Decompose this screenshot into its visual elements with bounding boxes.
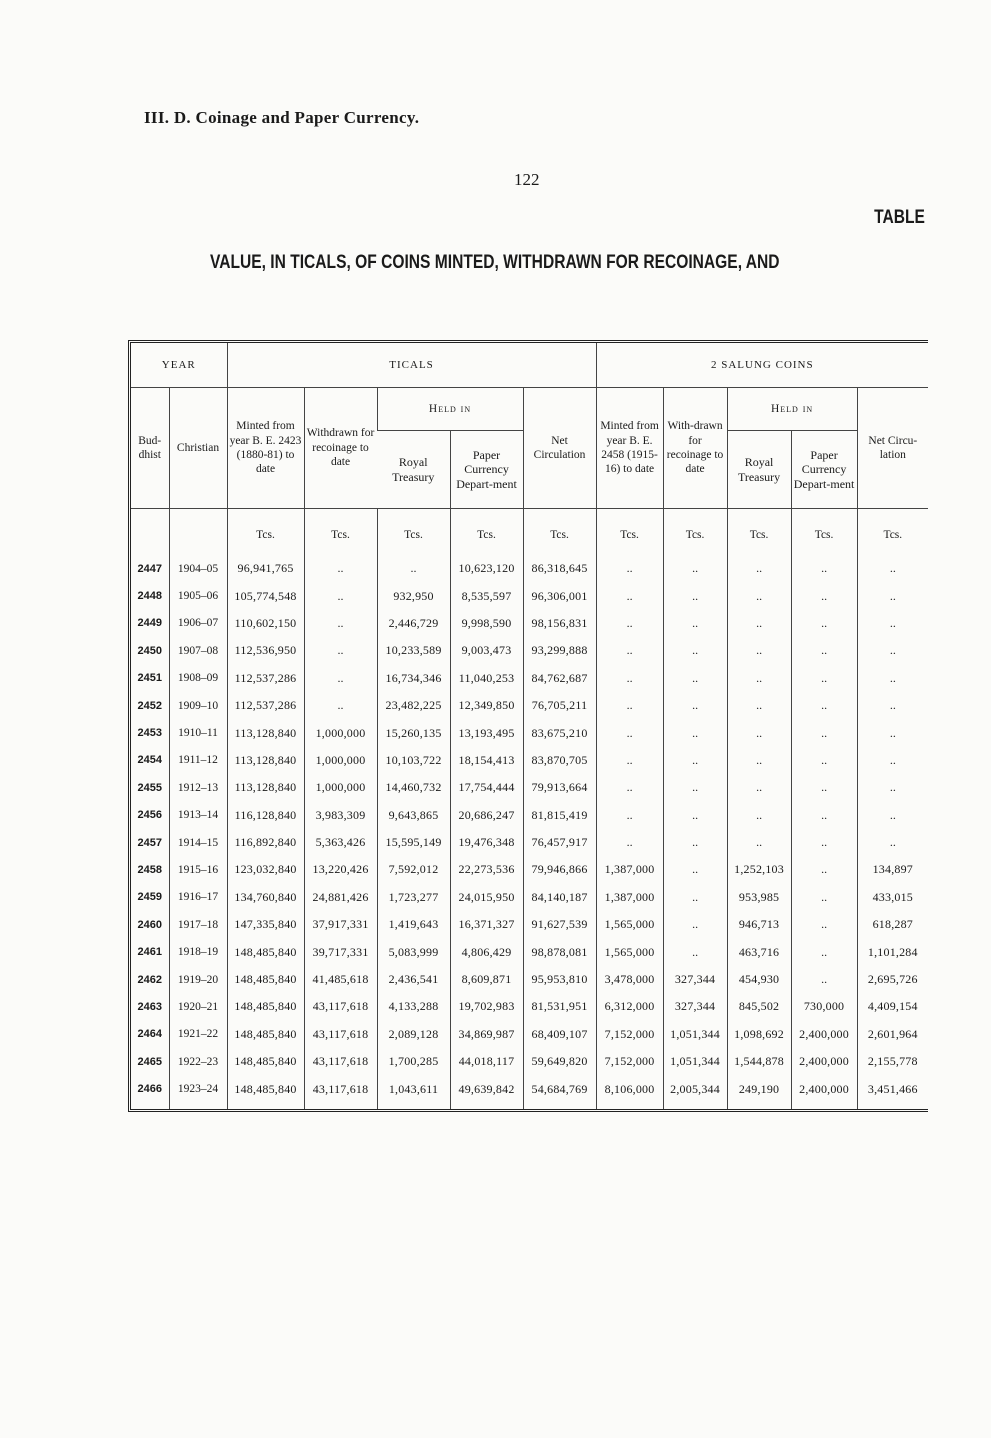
unit-label: Tcs. xyxy=(450,509,523,556)
cell-value: .. xyxy=(663,637,727,664)
cell-value: .. xyxy=(596,747,663,774)
cell-buddhist-year: 2464 xyxy=(137,1028,162,1041)
header-salung-minted: Minted from year B. E. 2458 (1915-16) to date xyxy=(596,388,663,509)
cell-christian-year: 1906–07 xyxy=(169,610,227,637)
cell-value: 113,128,840 xyxy=(227,747,304,774)
cell-value: 7,152,000 xyxy=(596,1021,663,1048)
cell-value: .. xyxy=(377,555,450,582)
cell-value: 1,098,692 xyxy=(727,1021,791,1048)
unit-label: Tcs. xyxy=(227,509,304,556)
cell-value: 4,409,154 xyxy=(857,993,928,1020)
unit-label: Tcs. xyxy=(377,509,450,556)
table-row xyxy=(131,555,928,582)
cell-value: 96,941,765 xyxy=(227,555,304,582)
cell-value: .. xyxy=(791,637,857,664)
cell-value: 1,700,285 xyxy=(377,1048,450,1075)
table-row xyxy=(131,993,928,1020)
cell-value: 116,128,840 xyxy=(227,802,304,829)
cell-value: 13,220,426 xyxy=(304,856,377,883)
cell-value: .. xyxy=(596,829,663,856)
cell-value: .. xyxy=(304,555,377,582)
cell-value: .. xyxy=(596,719,663,746)
cell-value: 34,869,987 xyxy=(450,1021,523,1048)
section-title: III. D. Coinage and Paper Currency. xyxy=(144,108,420,127)
cell-value: 2,695,726 xyxy=(857,966,928,993)
cell-value: .. xyxy=(304,637,377,664)
cell-value: 49,639,842 xyxy=(450,1075,523,1108)
header-christian: Christian xyxy=(169,388,227,509)
cell-value: 14,460,732 xyxy=(377,774,450,801)
table-row xyxy=(131,829,928,856)
cell-value: 83,870,705 xyxy=(523,747,596,774)
cell-buddhist-year: 2447 xyxy=(137,562,162,575)
cell-value: .. xyxy=(727,829,791,856)
table-row xyxy=(131,582,928,609)
cell-value: 618,287 xyxy=(857,911,928,938)
unit-label: Tcs. xyxy=(596,509,663,556)
cell-value: 4,806,429 xyxy=(450,938,523,965)
cell-buddhist-year: 2452 xyxy=(137,699,162,712)
cell-christian-year: 1907–08 xyxy=(169,637,227,664)
cell-value: 2,601,964 xyxy=(857,1021,928,1048)
cell-value: 113,128,840 xyxy=(227,719,304,746)
cell-value: 20,686,247 xyxy=(450,802,523,829)
header-ticals-royal: Royal Treasury xyxy=(377,431,450,509)
cell-value: 17,754,444 xyxy=(450,774,523,801)
cell-value: 84,762,687 xyxy=(523,665,596,692)
cell-value: 463,716 xyxy=(727,938,791,965)
cell-value: 147,335,840 xyxy=(227,911,304,938)
cell-value: 59,649,820 xyxy=(523,1048,596,1075)
cell-buddhist-year: 2448 xyxy=(137,590,162,603)
cell-value: 16,734,346 xyxy=(377,665,450,692)
cell-value: .. xyxy=(791,829,857,856)
cell-value: .. xyxy=(857,665,928,692)
table-row xyxy=(131,1075,928,1108)
cell-value: 1,051,344 xyxy=(663,1048,727,1075)
cell-value: .. xyxy=(791,856,857,883)
cell-value: .. xyxy=(857,610,928,637)
table-row xyxy=(131,884,928,911)
cell-value: 91,627,539 xyxy=(523,911,596,938)
cell-value: .. xyxy=(663,884,727,911)
table-body xyxy=(131,555,928,1109)
cell-value: .. xyxy=(663,555,727,582)
cell-value: 2,400,000 xyxy=(791,1021,857,1048)
cell-value: 39,717,331 xyxy=(304,938,377,965)
cell-value: 134,897 xyxy=(857,856,928,883)
unit-label: Tcs. xyxy=(727,509,791,556)
table-row xyxy=(131,665,928,692)
cell-value: 123,032,840 xyxy=(227,856,304,883)
cell-value: 5,083,999 xyxy=(377,938,450,965)
cell-value: 43,117,618 xyxy=(304,993,377,1020)
cell-value: .. xyxy=(791,719,857,746)
cell-buddhist-year: 2465 xyxy=(137,1055,162,1068)
cell-christian-year: 1918–19 xyxy=(169,938,227,965)
cell-value: 148,485,840 xyxy=(227,993,304,1020)
cell-value: 2,436,541 xyxy=(377,966,450,993)
header-salung-net: Net Circu-lation xyxy=(857,388,928,509)
cell-value: 43,117,618 xyxy=(304,1075,377,1108)
cell-value: .. xyxy=(791,610,857,637)
cell-value: 10,623,120 xyxy=(450,555,523,582)
header-salung: 2 SALUNG COINS xyxy=(596,343,928,388)
table-row xyxy=(131,802,928,829)
cell-value: .. xyxy=(791,884,857,911)
cell-value: .. xyxy=(596,774,663,801)
cell-christian-year: 1917–18 xyxy=(169,911,227,938)
cell-buddhist-year: 2453 xyxy=(137,727,162,740)
cell-value: 3,451,466 xyxy=(857,1075,928,1108)
cell-value: 7,152,000 xyxy=(596,1048,663,1075)
cell-value: 1,387,000 xyxy=(596,884,663,911)
unit-label: Tcs. xyxy=(663,509,727,556)
cell-value: 946,713 xyxy=(727,911,791,938)
cell-value: 148,485,840 xyxy=(227,966,304,993)
cell-value: 10,233,589 xyxy=(377,637,450,664)
cell-value: .. xyxy=(663,692,727,719)
cell-buddhist-year: 2455 xyxy=(137,781,162,794)
cell-value: .. xyxy=(791,774,857,801)
cell-value: .. xyxy=(663,610,727,637)
cell-value: .. xyxy=(663,938,727,965)
table-row xyxy=(131,692,928,719)
cell-buddhist-year: 2463 xyxy=(137,1000,162,1013)
cell-christian-year: 1920–21 xyxy=(169,993,227,1020)
cell-value: 1,565,000 xyxy=(596,911,663,938)
cell-value: 1,565,000 xyxy=(596,938,663,965)
table-row xyxy=(131,966,928,993)
table-label: TABLE xyxy=(874,207,925,228)
table-row xyxy=(131,1021,928,1048)
cell-value: .. xyxy=(663,856,727,883)
cell-value: 2,446,729 xyxy=(377,610,450,637)
cell-buddhist-year: 2461 xyxy=(137,946,162,959)
cell-value: .. xyxy=(663,665,727,692)
cell-value: 113,128,840 xyxy=(227,774,304,801)
cell-buddhist-year: 2460 xyxy=(137,918,162,931)
unit-blank xyxy=(131,509,169,556)
cell-value: .. xyxy=(596,555,663,582)
cell-christian-year: 1915–16 xyxy=(169,856,227,883)
cell-value: .. xyxy=(727,747,791,774)
header-ticals: TICALS xyxy=(227,343,596,388)
cell-value: 9,643,865 xyxy=(377,802,450,829)
cell-value: .. xyxy=(857,802,928,829)
table-caption: VALUE, IN TICALS, OF COINS MINTED, WITHDRAWN FOR RECOINAGE, AND xyxy=(210,252,780,273)
table-row xyxy=(131,938,928,965)
cell-value: 1,000,000 xyxy=(304,719,377,746)
cell-value: .. xyxy=(791,555,857,582)
cell-value: 1,101,284 xyxy=(857,938,928,965)
cell-value: .. xyxy=(791,692,857,719)
cell-value: 81,815,419 xyxy=(523,802,596,829)
cell-value: 148,485,840 xyxy=(227,1075,304,1108)
page-number: 122 xyxy=(514,170,540,189)
cell-value: 1,043,611 xyxy=(377,1075,450,1108)
cell-value: .. xyxy=(596,665,663,692)
cell-value: 15,260,135 xyxy=(377,719,450,746)
cell-value: 19,476,348 xyxy=(450,829,523,856)
cell-value: 8,535,597 xyxy=(450,582,523,609)
table-row xyxy=(131,856,928,883)
cell-value: .. xyxy=(727,774,791,801)
header-ticals-net: Net Circulation xyxy=(523,388,596,509)
cell-christian-year: 1923–24 xyxy=(169,1075,227,1108)
unit-label: Tcs. xyxy=(523,509,596,556)
cell-value: 22,273,536 xyxy=(450,856,523,883)
cell-value: 110,602,150 xyxy=(227,610,304,637)
cell-value: .. xyxy=(727,637,791,664)
header-salung-paper: Paper Currency Depart-ment xyxy=(791,431,857,509)
cell-value: 1,051,344 xyxy=(663,1021,727,1048)
cell-value: .. xyxy=(857,747,928,774)
cell-value: 112,536,950 xyxy=(227,637,304,664)
table-row xyxy=(131,747,928,774)
cell-value: 1,419,643 xyxy=(377,911,450,938)
unit-label: Tcs. xyxy=(304,509,377,556)
cell-value: 95,953,810 xyxy=(523,966,596,993)
table-row xyxy=(131,1048,928,1075)
cell-christian-year: 1921–22 xyxy=(169,1021,227,1048)
cell-value: .. xyxy=(857,829,928,856)
cell-value: .. xyxy=(791,911,857,938)
header-salung-royal: Royal Treasury xyxy=(727,431,791,509)
cell-value: 4,133,288 xyxy=(377,993,450,1020)
cell-value: .. xyxy=(857,719,928,746)
cell-value: 932,950 xyxy=(377,582,450,609)
cell-value: .. xyxy=(663,802,727,829)
cell-value: 76,705,211 xyxy=(523,692,596,719)
cell-value: 148,485,840 xyxy=(227,938,304,965)
cell-value: .. xyxy=(727,610,791,637)
cell-value: 93,299,888 xyxy=(523,637,596,664)
cell-value: 83,675,210 xyxy=(523,719,596,746)
cell-value: .. xyxy=(791,966,857,993)
cell-christian-year: 1919–20 xyxy=(169,966,227,993)
cell-value: .. xyxy=(663,829,727,856)
coinage-table xyxy=(128,340,928,1112)
cell-christian-year: 1908–09 xyxy=(169,665,227,692)
cell-buddhist-year: 2466 xyxy=(137,1083,162,1096)
cell-value: 24,881,426 xyxy=(304,884,377,911)
cell-value: 37,917,331 xyxy=(304,911,377,938)
header-salung-held-in: Held in xyxy=(727,388,857,431)
cell-value: .. xyxy=(304,665,377,692)
cell-value: 9,998,590 xyxy=(450,610,523,637)
cell-value: 5,363,426 xyxy=(304,829,377,856)
cell-value: 105,774,548 xyxy=(227,582,304,609)
cell-value: 1,000,000 xyxy=(304,747,377,774)
cell-value: .. xyxy=(857,637,928,664)
cell-value: 98,156,831 xyxy=(523,610,596,637)
table-row xyxy=(131,637,928,664)
cell-value: 84,140,187 xyxy=(523,884,596,911)
cell-buddhist-year: 2451 xyxy=(137,672,162,685)
cell-value: 112,537,286 xyxy=(227,665,304,692)
cell-value: .. xyxy=(304,692,377,719)
cell-buddhist-year: 2450 xyxy=(137,644,162,657)
cell-value: 1,252,103 xyxy=(727,856,791,883)
cell-value: .. xyxy=(857,692,928,719)
header-ticals-withdrawn: Withdrawn for recoinage to date xyxy=(304,388,377,509)
cell-value: 19,702,983 xyxy=(450,993,523,1020)
cell-value: 112,537,286 xyxy=(227,692,304,719)
cell-value: 2,155,778 xyxy=(857,1048,928,1075)
cell-value: .. xyxy=(791,747,857,774)
cell-value: 2,400,000 xyxy=(791,1048,857,1075)
cell-value: 148,485,840 xyxy=(227,1021,304,1048)
cell-value: 8,106,000 xyxy=(596,1075,663,1108)
header-year: YEAR xyxy=(131,343,227,388)
cell-value: 2,400,000 xyxy=(791,1075,857,1108)
cell-value: .. xyxy=(663,911,727,938)
cell-value: 1,723,277 xyxy=(377,884,450,911)
table-row xyxy=(131,911,928,938)
header-salung-withdrawn: With-drawn for recoinage to date xyxy=(663,388,727,509)
cell-christian-year: 1905–06 xyxy=(169,582,227,609)
cell-value: .. xyxy=(727,555,791,582)
cell-value: .. xyxy=(663,719,727,746)
cell-value: .. xyxy=(727,719,791,746)
cell-buddhist-year: 2459 xyxy=(137,891,162,904)
cell-value: .. xyxy=(791,582,857,609)
table-row xyxy=(131,719,928,746)
cell-value: 98,878,081 xyxy=(523,938,596,965)
cell-value: 96,306,001 xyxy=(523,582,596,609)
cell-value: .. xyxy=(857,582,928,609)
cell-value: .. xyxy=(857,774,928,801)
cell-christian-year: 1911–12 xyxy=(169,747,227,774)
cell-christian-year: 1904–05 xyxy=(169,555,227,582)
header-ticals-minted: Minted from year B. E. 2423 (1880-81) to date xyxy=(227,388,304,509)
cell-value: .. xyxy=(304,582,377,609)
cell-value: 54,684,769 xyxy=(523,1075,596,1108)
cell-value: 1,544,878 xyxy=(727,1048,791,1075)
cell-value: .. xyxy=(727,802,791,829)
cell-value: .. xyxy=(596,582,663,609)
cell-buddhist-year: 2449 xyxy=(137,617,162,630)
cell-value: 2,089,128 xyxy=(377,1021,450,1048)
cell-value: 8,609,871 xyxy=(450,966,523,993)
unit-label: Tcs. xyxy=(791,509,857,556)
cell-value: 249,190 xyxy=(727,1075,791,1108)
cell-value: 68,409,107 xyxy=(523,1021,596,1048)
cell-christian-year: 1914–15 xyxy=(169,829,227,856)
cell-value: 3,478,000 xyxy=(596,966,663,993)
cell-value: 79,913,664 xyxy=(523,774,596,801)
cell-value: 11,040,253 xyxy=(450,665,523,692)
cell-value: .. xyxy=(791,802,857,829)
cell-value: 24,015,950 xyxy=(450,884,523,911)
cell-value: 3,983,309 xyxy=(304,802,377,829)
unit-blank xyxy=(169,509,227,556)
cell-value: 10,103,722 xyxy=(377,747,450,774)
cell-christian-year: 1916–17 xyxy=(169,884,227,911)
cell-value: 433,015 xyxy=(857,884,928,911)
cell-value: 79,946,866 xyxy=(523,856,596,883)
cell-value: .. xyxy=(727,692,791,719)
table-row xyxy=(131,774,928,801)
cell-christian-year: 1912–13 xyxy=(169,774,227,801)
header-ticals-held-in: Held in xyxy=(377,388,523,431)
cell-value: 1,387,000 xyxy=(596,856,663,883)
cell-christian-year: 1913–14 xyxy=(169,802,227,829)
cell-buddhist-year: 2454 xyxy=(137,754,162,767)
cell-value: 12,349,850 xyxy=(450,692,523,719)
cell-value: .. xyxy=(596,802,663,829)
cell-value: 327,344 xyxy=(663,966,727,993)
header-ticals-paper: Paper Currency Depart-ment xyxy=(450,431,523,509)
cell-value: .. xyxy=(596,610,663,637)
cell-value: 76,457,917 xyxy=(523,829,596,856)
cell-value: 18,154,413 xyxy=(450,747,523,774)
cell-value: 953,985 xyxy=(727,884,791,911)
cell-value: 1,000,000 xyxy=(304,774,377,801)
cell-value: 2,005,344 xyxy=(663,1075,727,1108)
cell-value: .. xyxy=(791,665,857,692)
cell-value: .. xyxy=(663,582,727,609)
cell-value: .. xyxy=(304,610,377,637)
cell-buddhist-year: 2456 xyxy=(137,809,162,822)
cell-value: 44,018,117 xyxy=(450,1048,523,1075)
cell-value: .. xyxy=(727,582,791,609)
cell-value: 9,003,473 xyxy=(450,637,523,664)
cell-value: 43,117,618 xyxy=(304,1021,377,1048)
cell-value: .. xyxy=(596,637,663,664)
cell-value: .. xyxy=(663,747,727,774)
unit-label: Tcs. xyxy=(857,509,928,556)
cell-value: 730,000 xyxy=(791,993,857,1020)
cell-value: 23,482,225 xyxy=(377,692,450,719)
cell-value: 16,371,327 xyxy=(450,911,523,938)
cell-value: .. xyxy=(727,665,791,692)
cell-value: .. xyxy=(857,555,928,582)
cell-value: .. xyxy=(596,692,663,719)
cell-value: 15,595,149 xyxy=(377,829,450,856)
cell-value: .. xyxy=(791,938,857,965)
header-buddhist: Bud-dhist xyxy=(138,434,162,461)
cell-value: 327,344 xyxy=(663,993,727,1020)
cell-buddhist-year: 2457 xyxy=(137,836,162,849)
cell-christian-year: 1910–11 xyxy=(169,719,227,746)
cell-value: 6,312,000 xyxy=(596,993,663,1020)
table-row xyxy=(131,610,928,637)
cell-buddhist-year: 2462 xyxy=(137,973,162,986)
cell-value: 86,318,645 xyxy=(523,555,596,582)
cell-value: 41,485,618 xyxy=(304,966,377,993)
cell-value: 7,592,012 xyxy=(377,856,450,883)
cell-buddhist-year: 2458 xyxy=(137,863,162,876)
cell-christian-year: 1922–23 xyxy=(169,1048,227,1075)
cell-christian-year: 1909–10 xyxy=(169,692,227,719)
cell-value: .. xyxy=(663,774,727,801)
cell-value: 116,892,840 xyxy=(227,829,304,856)
cell-value: 454,930 xyxy=(727,966,791,993)
cell-value: 43,117,618 xyxy=(304,1048,377,1075)
cell-value: 13,193,495 xyxy=(450,719,523,746)
cell-value: 148,485,840 xyxy=(227,1048,304,1075)
cell-value: 845,502 xyxy=(727,993,791,1020)
cell-value: 81,531,951 xyxy=(523,993,596,1020)
cell-value: 134,760,840 xyxy=(227,884,304,911)
